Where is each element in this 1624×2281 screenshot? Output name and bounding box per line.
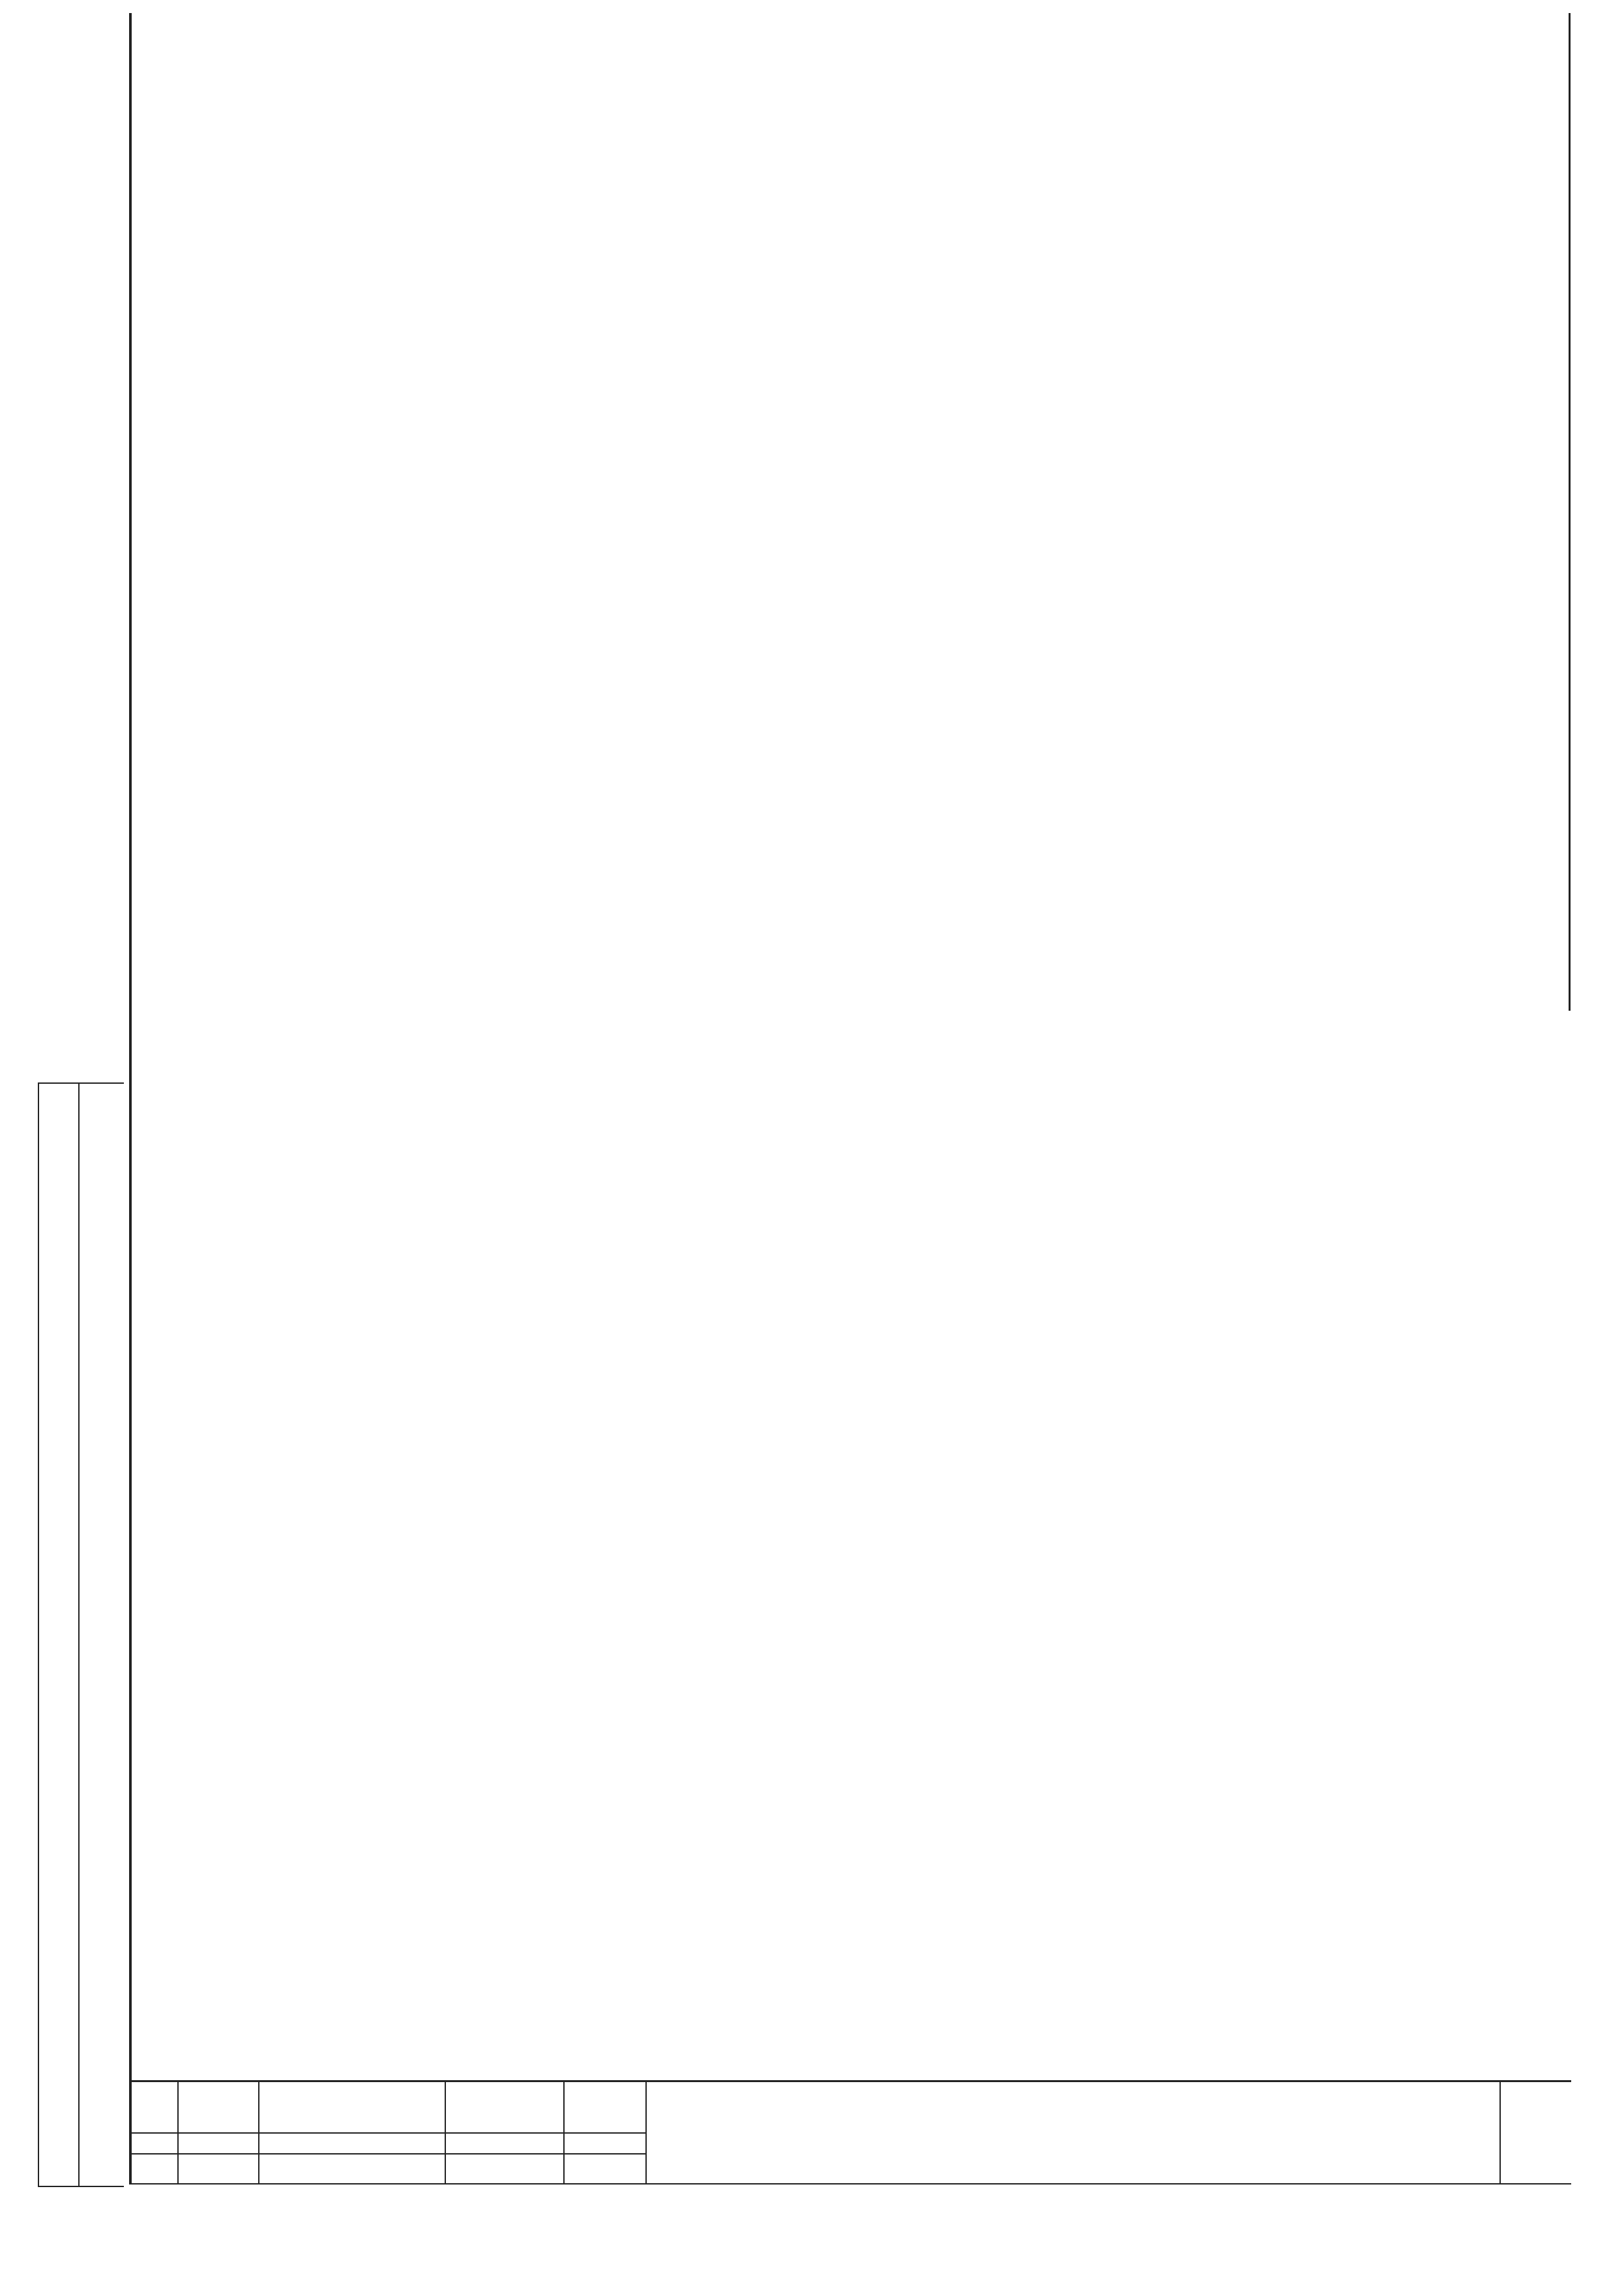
title-block-col-line — [645, 2080, 647, 2184]
title-block-col-line — [563, 2080, 565, 2184]
title-block-col-line — [445, 2080, 446, 2184]
title-block-row-line — [130, 2153, 645, 2154]
title-block — [130, 2080, 1571, 2184]
frame-left-border — [129, 13, 132, 2184]
title-block-col-line — [177, 2080, 179, 2184]
title-block-col-line — [1499, 2080, 1501, 2184]
frame-right-border — [1569, 13, 1571, 1011]
title-block-top-line — [130, 2080, 1571, 2082]
margin-stamp — [38, 1082, 124, 2187]
title-block-bottom-line — [130, 2183, 1571, 2184]
title-block-col-line — [130, 2080, 132, 2184]
margin-divider — [78, 1084, 80, 2186]
title-block-row-line — [130, 2132, 645, 2134]
title-block-col-line — [258, 2080, 259, 2184]
